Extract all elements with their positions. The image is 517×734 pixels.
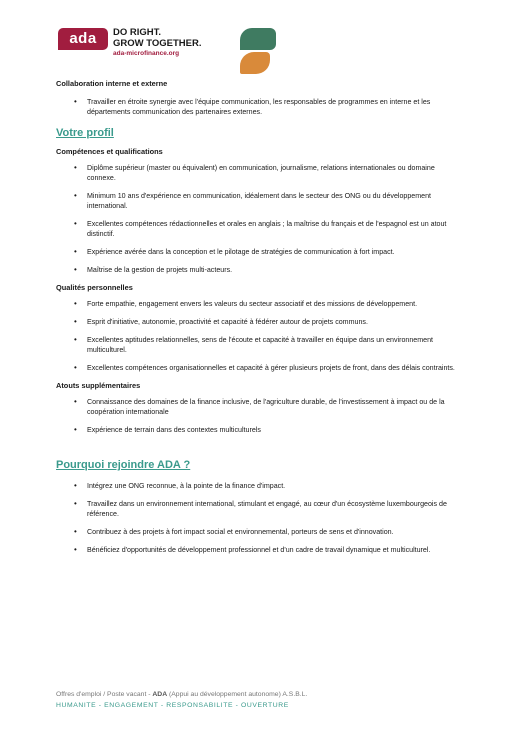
list-item: • Intégrez une ONG reconnue, à la pointe de la finance d'impact. <box>56 481 456 491</box>
logo-text: ada <box>69 30 97 47</box>
list-item: • Travaillez dans un environnement international, stimulant et engagé, au cœur d'un écosystème luxembourgeois de référence. <box>56 499 456 519</box>
list-item: • Excellentes compétences organisationnelles et capacité à gérer plusieurs projets de front, dans des délais contraints. <box>56 363 456 373</box>
tagline-line-2: GROW TOGETHER. <box>113 38 202 49</box>
list-item: • Forte empathie, engagement envers les valeurs du secteur associatif et des missions de développement. <box>56 299 456 309</box>
section-title-atouts: Atouts supplémentaires <box>56 381 141 390</box>
collab-list <box>56 97 456 117</box>
ada-logo <box>58 28 108 50</box>
list-item: • Minimum 10 ans d'expérience en communication, idéalement dans le secteur des ONG ou du développement international. <box>56 191 456 211</box>
website-link[interactable]: ada-microfinance.org <box>113 50 180 57</box>
pourquoi-list <box>56 481 456 555</box>
list-item: • Expérience de terrain dans des contextes multiculturels <box>56 425 456 435</box>
list-item: • Connaissance des domaines de la finance inclusive, de l'agriculture durable, de l'investissement à impact ou de la coopération internationale <box>56 397 456 417</box>
list-item: • Excellentes compétences rédactionnelles et orales en anglais ; la maîtrise du français et de l'espagnol est un atout distinctif. <box>56 219 456 239</box>
footer-values: HUMANITE - ENGAGEMENT - RESPONSABILITE - OUVERTURE <box>56 702 289 709</box>
list-item: • Esprit d'initiative, autonomie, proactivité et capacité à fédérer autour de projets communs. <box>56 317 456 327</box>
orange-leaf-shape <box>240 52 270 74</box>
atouts-list <box>56 397 456 435</box>
section-title-competences: Compétences et qualifications <box>56 147 163 156</box>
list-item: • Maîtrise de la gestion de projets multi-acteurs. <box>56 265 456 275</box>
qualites-list <box>56 299 456 373</box>
heading-votre-profil: Votre profil <box>56 127 114 139</box>
list-item: • Excellentes aptitudes relationnelles, sens de l'écoute et capacité à travailler en équipe dans un environnement multiculturel. <box>56 335 456 355</box>
green-leaf-shape <box>240 28 276 50</box>
list-item: • Travailler en étroite synergie avec l'équipe communication, les responsables de programmes en interne et les départements communication des partenaires externes. <box>56 97 456 117</box>
list-item: • Contribuez à des projets à fort impact social et environnemental, porteurs de sens et d'innovation. <box>56 527 456 537</box>
footer-line-1 <box>56 691 307 698</box>
list-item: • Bénéficiez d'opportunités de développement professionnel et d'un cadre de travail dynamique et multiculturel. <box>56 545 456 555</box>
list-item: • Expérience avérée dans la conception et le pilotage de stratégies de communication à fort impact. <box>56 247 456 257</box>
footer-suffix: (Appui au développement autonome) A.S.B.L. <box>167 691 308 698</box>
tagline <box>113 27 202 49</box>
footer-prefix: Offres d'emploi / Poste vacant - <box>56 691 153 698</box>
section-title-qualites: Qualités personnelles <box>56 283 133 292</box>
section-title-collab: Collaboration interne et externe <box>56 79 168 88</box>
footer-org: ADA <box>152 691 168 698</box>
heading-pourquoi-ada: Pourquoi rejoindre ADA ? <box>56 459 191 471</box>
competences-list <box>56 163 456 275</box>
main-content <box>56 79 456 555</box>
tagline-line-1: DO RIGHT. <box>113 27 162 38</box>
list-item: • Diplôme supérieur (master ou équivalent) en communication, journalisme, relations internationales ou domaine connexe. <box>56 163 456 183</box>
